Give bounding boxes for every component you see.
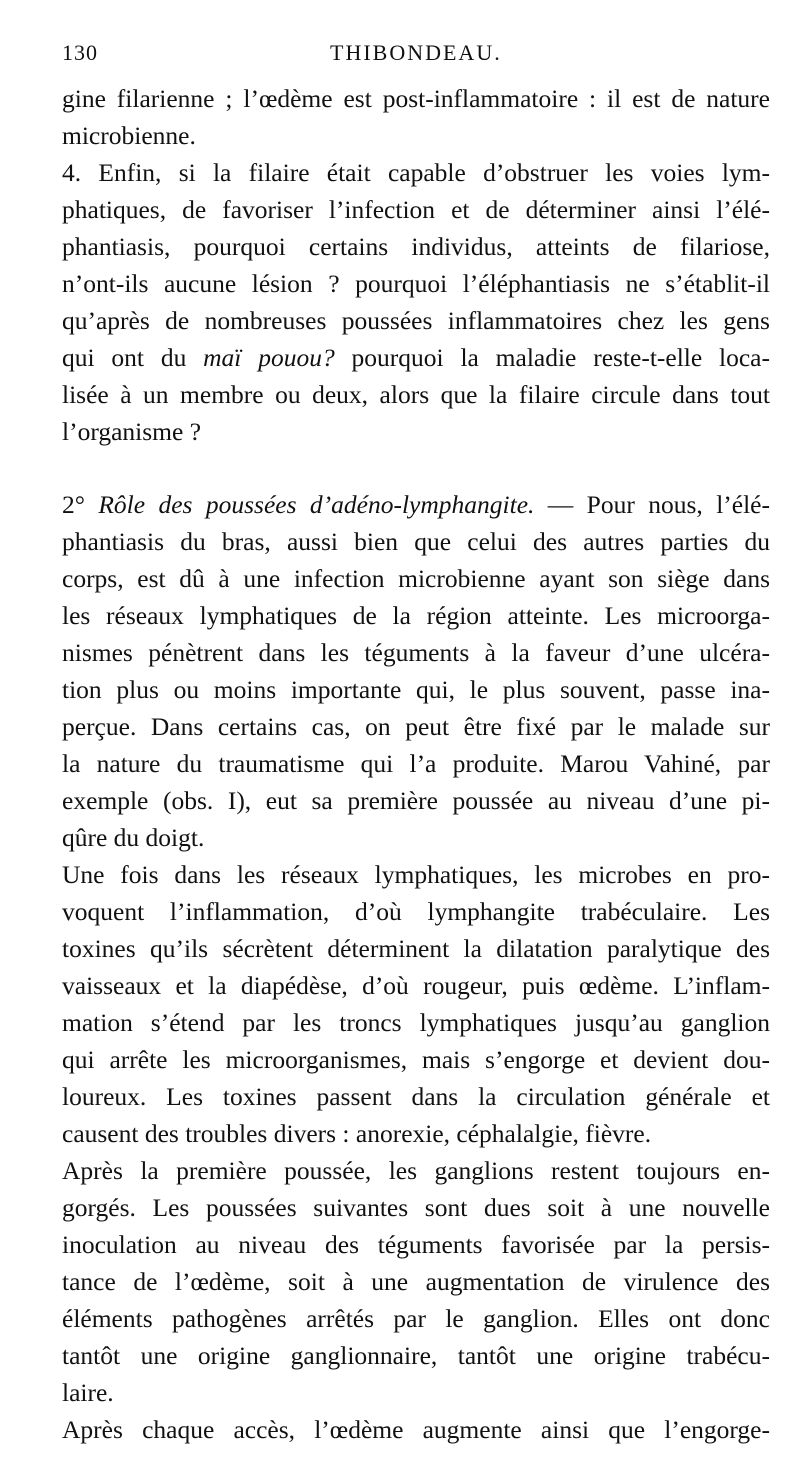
text-line: Une fois dans les réseaux lymphatiques, les microbes en pro- (62, 860, 770, 889)
text-line: la nature du traumatisme qui l’a produite. Marou Vahiné, par (62, 749, 770, 778)
page-number: 130 (62, 40, 98, 65)
text-segment: qui ont du (62, 343, 204, 372)
text-line: lisée à un membre ou deux, alors que la filaire circule dans tout (62, 380, 770, 409)
text-segment: pourquoi la maladie reste-t-elle loca- (334, 343, 770, 372)
text-line: qu’après de nombreuses poussées inflammatoires chez les gens (62, 306, 770, 335)
running-head: THIBONDEAU. (330, 40, 502, 65)
text-line: nismes pénètrent dans les téguments à la faveur d’une ulcéra- (62, 638, 770, 667)
text-line: loureux. Les toxines passent dans la circulation générale et (62, 1082, 770, 1111)
body-text (62, 80, 770, 1448)
text-line: vaisseaux et la diapédèse, d’où rougeur, puis œdème. L’inflam- (62, 971, 770, 1000)
text-line: 4. Enfin, si la filaire était capable d’obstruer les voies lym- (62, 158, 770, 187)
text-line: qûre du doigt. (62, 823, 205, 852)
italic-segment: Rôle des poussées d’adéno-lymphangite. (98, 490, 535, 519)
text-line: phantiasis, pourquoi certains individus, atteints de filariose, (62, 232, 770, 261)
text-line: inoculation au niveau des téguments favorisée par la persis- (62, 1230, 770, 1259)
text-line: mation s’étend par les troncs lymphatiques jusqu’au ganglion (62, 1008, 770, 1037)
text-line: phatiques, de favoriser l’infection et de déterminer ainsi l’élé- (62, 195, 770, 224)
italic-segment: maï pouou? (203, 343, 335, 372)
text-line: perçue. Dans certains cas, on peut être fixé par le malade sur (62, 712, 770, 741)
text-segment: 2° (62, 490, 99, 519)
text-segment: — Pour nous, l’élé- (534, 490, 770, 519)
text-line: gorgés. Les poussées suivantes sont dues soit à une nouvelle (62, 1193, 770, 1222)
text-line: tantôt une origine ganglionnaire, tantôt une origine trabécu- (62, 1341, 770, 1370)
text-line: qui arrête les microorganismes, mais s’engorge et devient dou- (62, 1045, 770, 1074)
text-line: éléments pathogènes arrêtés par le ganglion. Elles ont donc (62, 1304, 770, 1333)
text-line: gine filarienne ; l’œdème est post-inflammatoire : il est de nature (62, 84, 770, 113)
text-line: microbienne. (62, 121, 196, 150)
text-line: l’organisme ? (62, 417, 202, 446)
text-line: corps, est dû à une infection microbienne ayant son siège dans (62, 564, 770, 593)
text-line: phantiasis du bras, aussi bien que celui des autres parties du (62, 527, 770, 556)
text-line: tion plus ou moins importante qui, le plus souvent, passe ina- (62, 675, 770, 704)
text-line (62, 339, 770, 376)
text-line: les réseaux lymphatiques de la région atteinte. Les microorga- (62, 601, 770, 630)
text-line: voquent l’inflammation, d’où lymphangite trabéculaire. Les (62, 897, 770, 926)
paragraph-gap (62, 450, 770, 486)
text-line: exemple (obs. I), eut sa première poussée au niveau d’une pi- (62, 786, 770, 815)
text-line (62, 486, 770, 523)
text-line: Après la première poussée, les ganglions restent toujours en- (62, 1156, 770, 1185)
text-line: Après chaque accès, l’œdème augmente ainsi que l’engorge- (62, 1415, 770, 1444)
text-line: laire. (62, 1378, 114, 1407)
text-line: tance de l’œdème, soit à une augmentation de virulence des (62, 1267, 770, 1296)
text-line: n’ont-ils aucune lésion ? pourquoi l’éléphantiasis ne s’établit-il (62, 269, 770, 298)
text-line: causent des troubles divers : anorexie, céphalalgie, fièvre. (62, 1119, 652, 1148)
page-header (62, 40, 760, 70)
text-line: toxines qu’ils sécrètent déterminent la dilatation paralytique des (62, 934, 770, 963)
